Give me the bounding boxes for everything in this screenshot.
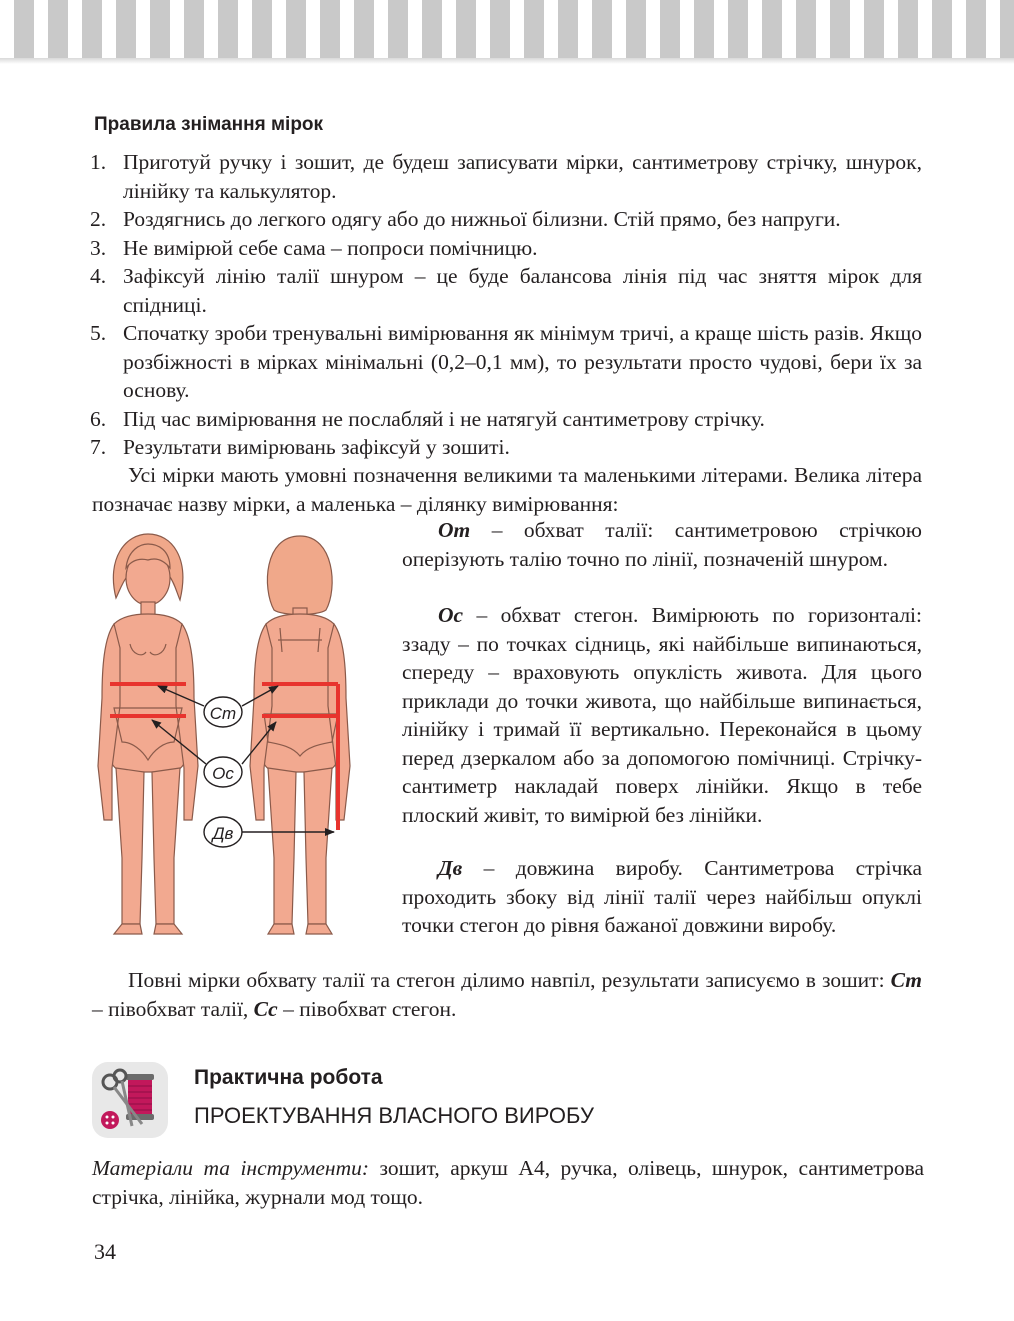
rule-number: 3. [90,235,107,260]
measure-os-abbr: Ос [438,603,464,627]
measure-os [402,601,922,829]
measure-dv-abbr: Дв [438,856,463,880]
label-st: Ст [209,704,237,723]
summary-abbr-st: Ст [890,968,922,992]
rule-text: Спочатку зроби тренувальні вимірювання як мінімум тричі, а краще шість разів. Якщо розбіжності в мірках мінімальні (0,2–0,1 мм), то результати просто чудові, бери їх за основу. [123,321,922,402]
measure-dv-text: – довжина виробу. Сантиметрова стрічка проходить збоку від лінії талії через найбільш опуклі точки стегон до рівня бажаної довжини виробу. [402,856,922,937]
body-measurement-figure [92,528,354,940]
label-dv-marker [204,817,242,847]
rule-text: Зафіксуй лінію талії шнуром – це буде балансова лінія під час зняття мірок для спідниці. [123,264,922,317]
measure-ot-text: – обхват талії: сантиметровою стрічкою оперізують талію точно по лінії, позначеній шнуром. [402,518,922,571]
rule-number: 7. [90,435,107,459]
rule-item-7 [90,433,922,462]
summary-text-2: – півобхват талії, [92,996,254,1021]
rule-item-4 [90,262,922,319]
summary-abbr-ss: Сс [253,996,278,1021]
rule-text: Не вимірюй себе сама – попроси помічницю. [123,235,538,260]
materials-text: зошит, аркуш А4, ручка, олівець, шнурок, сантиметрова стрічка, лінійка, журнали мод тощо. [92,1156,924,1209]
materials-paragraph [92,1154,924,1211]
rules-list [90,148,922,462]
summary-text-3: – півобхват стегон. [277,996,457,1021]
measure-os-text: – обхват стегон. Вимірюють по горизонталі: ззаду – по точках сідниць, які найбільше випинаються, спереду – враховують опуклість живота. Для цього приклади до точки живота, що найбільше випинається, лінійку і тримай її вертикально. Переконайся в цьому перед дзеркалом або за допомогою помічниці. Стрічку-сантиметр накладай поверх лінійки. Якщо в тебе плоский живіт, то вимірюй без лінійки. [402,603,922,827]
rule-number: 1. [90,150,107,174]
intro-paragraph: Усі мірки мають умовні позначення великими та маленькими літерами. Велика літера позначає назву мірки, а маленька – ділянку вимірювання: [92,463,922,516]
measure-ot-abbr: От [438,518,471,542]
rule-number: 6. [90,406,107,431]
rule-number: 4. [90,264,107,288]
label-dv: Дв [212,824,234,843]
rule-item-5 [90,319,922,405]
front-view-figure [98,534,198,934]
rule-item-3 [90,234,922,263]
summary-text-1: Повні мірки обхвату талії та стегон ділимо навпіл, результати записуємо в зошит: [128,968,891,992]
rules-heading: Правила знімання мірок [94,114,324,135]
label-os: Ос [212,764,234,783]
sewing-tools-icon [92,1062,168,1138]
practical-work-subtitle: ПРОЕКТУВАННЯ ВЛАСНОГО ВИРОБУ [194,1103,594,1128]
page-number: 34 [94,1239,116,1264]
rule-text: Приготуй ручку і зошит, де будеш записувати мірки, сантиметрову стрічку, шнурок, лінійку та калькулятор. [123,150,922,203]
summary-paragraph [92,966,922,1023]
materials-label: Матеріали та інструменти: [92,1156,370,1180]
rule-text: Під час вимірювання не послабляй і не натягуй сантиметрову стрічку. [123,406,765,431]
rule-text: Роздягнись до легкого одягу або до нижньої білизни. Стій прямо, без напруги. [123,207,841,231]
label-st-marker [204,697,242,727]
rule-item-1 [90,148,922,205]
rule-number: 2. [90,207,107,231]
label-os-marker [204,757,242,787]
spiral-shadow [0,58,1014,64]
measure-ot [402,516,922,573]
practical-work-title: Практична робота [194,1066,383,1089]
rule-item-6 [90,405,922,434]
rule-item-2 [90,205,922,234]
rule-number: 5. [90,321,107,345]
measure-dv [402,854,922,940]
spiral-binding [0,0,1014,64]
rule-text: Результати вимірювань зафіксуй у зошиті. [123,435,510,459]
